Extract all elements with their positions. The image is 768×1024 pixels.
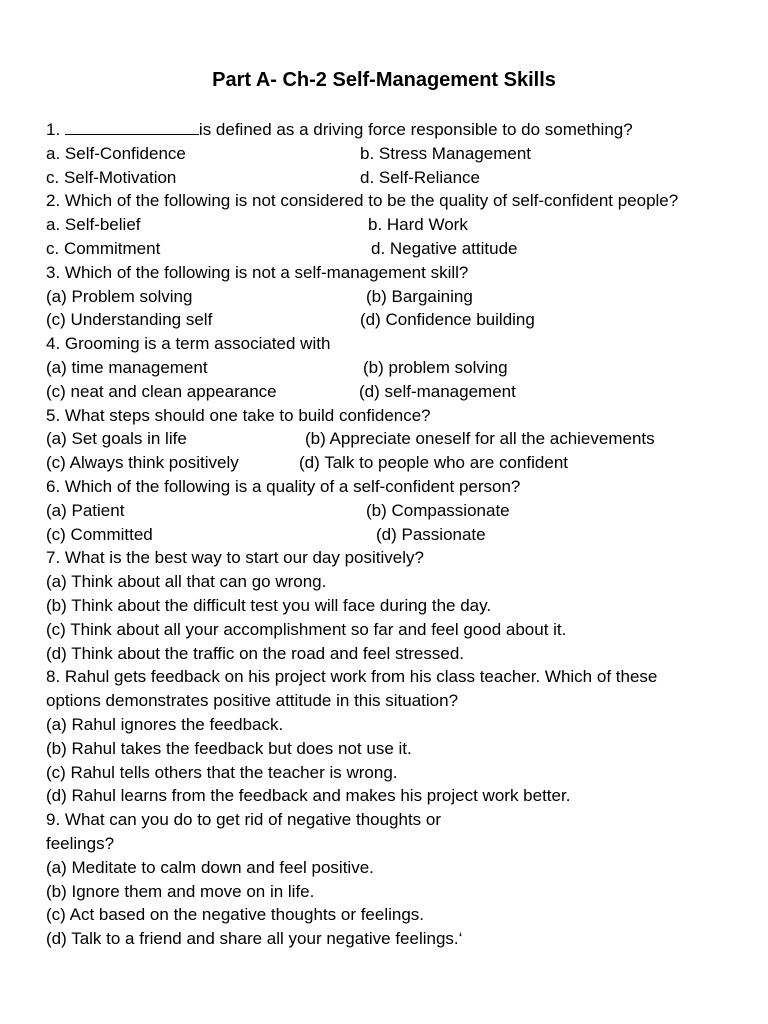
option-d: d. Negative attitude: [371, 238, 518, 258]
option-d: (d) self-management: [359, 381, 516, 401]
option-c: (c) Act based on the negative thoughts or feelings.: [46, 905, 425, 925]
option-row: [46, 427, 726, 451]
option-d: (d) Think about the traffic on the road and feel stressed.: [46, 643, 465, 663]
option-d: (d) Rahul learns from the feedback and makes his project work better.: [46, 786, 571, 806]
question-3: 3. Which of the following is not a self-management skill?: [46, 262, 469, 282]
option-row: [46, 237, 726, 261]
option-row: [46, 380, 726, 404]
option-d: (d) Talk to a friend and share all your negative feelings.‘: [46, 929, 463, 949]
option-row: [46, 166, 726, 190]
option-a: (a) Patient: [46, 500, 125, 520]
option-row: [46, 356, 726, 380]
option-a: (a) time management: [46, 357, 208, 377]
option-b: (b) Ignore them and move on in life.: [46, 881, 315, 901]
option-d: d. Self-Reliance: [360, 167, 481, 187]
option-c: (c) Always think positively: [46, 453, 239, 473]
question-8-line-2: options demonstrates positive attitude in this situation?: [46, 691, 459, 711]
option-c: (c) Understanding self: [46, 310, 213, 330]
option-c: (c) Committed: [46, 524, 153, 544]
answer-blank: [65, 119, 199, 135]
question-6: 6. Which of the following is a quality of a self-confident person?: [46, 476, 521, 496]
option-row: [46, 523, 726, 547]
option-a: a. Self-belief: [46, 215, 141, 235]
option-a: (a) Meditate to calm down and feel positive.: [46, 857, 374, 877]
question-4: 4. Grooming is a term associated with: [46, 334, 331, 354]
question-list: [46, 118, 726, 951]
option-b: (b) Think about the difficult test you will face during the day.: [46, 595, 492, 615]
option-b: (b) Rahul takes the feedback but does not use it.: [46, 738, 412, 758]
option-b: (b) problem solving: [363, 357, 508, 377]
question-1: [46, 118, 726, 142]
option-a: (a) Rahul ignores the feedback.: [46, 714, 284, 734]
option-c: c. Self-Motivation: [46, 167, 177, 187]
option-row: [46, 142, 726, 166]
option-a: (a) Problem solving: [46, 286, 193, 306]
option-d: (d) Talk to people who are confident: [299, 453, 569, 473]
option-a: (a) Think about all that can go wrong.: [46, 572, 327, 592]
question-8-line-1: 8. Rahul gets feedback on his project work from his class teacher. Which of these: [46, 667, 658, 687]
option-b: (b) Bargaining: [366, 286, 473, 306]
option-c: c. Commitment: [46, 238, 161, 258]
option-b: b. Stress Management: [360, 143, 532, 163]
option-c: (c) neat and clean appearance: [46, 381, 277, 401]
option-b: (b) Appreciate oneself for all the achievements: [305, 429, 655, 449]
option-d: (d) Passionate: [376, 524, 486, 544]
option-d: (d) Confidence building: [360, 310, 535, 330]
question-9-line-2: feelings?: [46, 833, 115, 853]
question-9-line-1: 9. What can you do to get rid of negative thoughts or: [46, 810, 442, 830]
option-row: [46, 285, 726, 309]
option-row: [46, 308, 726, 332]
page-title: Part A- Ch-2 Self-Management Skills: [212, 69, 556, 91]
question-2: 2. Which of the following is not considered to be the quality of self-confident people?: [46, 191, 679, 211]
option-row: [46, 451, 726, 475]
option-c: (c) Rahul tells others that the teacher is wrong.: [46, 762, 398, 782]
option-b: (b) Compassionate: [366, 500, 510, 520]
question-1-text: is defined as a driving force responsible to do something?: [198, 120, 633, 139]
question-7: 7. What is the best way to start our day positively?: [46, 548, 424, 568]
question-5: 5. What steps should one take to build confidence?: [46, 405, 431, 425]
option-b: b. Hard Work: [368, 215, 468, 235]
option-c: (c) Think about all your accomplishment so far and feel good about it.: [46, 619, 567, 639]
option-row: [46, 213, 726, 237]
option-a: (a) Set goals in life: [46, 429, 187, 449]
question-1-number: 1.: [46, 120, 61, 139]
option-a: a. Self-Confidence: [46, 143, 186, 163]
option-row: [46, 499, 726, 523]
